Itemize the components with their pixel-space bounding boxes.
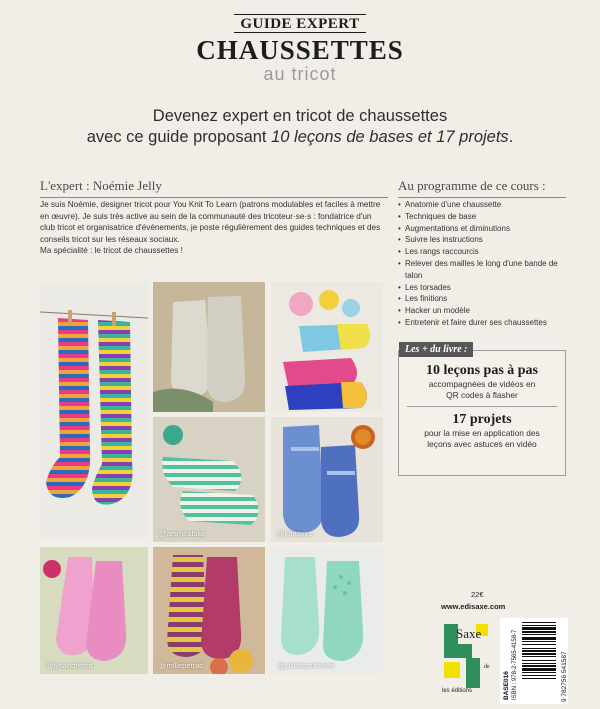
barcode-digits: 9 782756 541587 [561,651,568,702]
feature-lessons-text: accompagnées de vidéos en QR codes à flasher [428,379,536,400]
expert-heading: L'expert : Noémie Jelly [40,178,388,198]
intro-highlight: 10 leçons de bases et 17 projets [271,128,509,146]
barcode-bar [522,656,556,657]
program-item: • Augmentations et diminutions [398,223,566,235]
program-item: • Entretenir et faire durer ses chaussettes [398,317,566,329]
photo-yarn-socks [153,547,265,674]
barcode-bar [522,672,556,673]
colorful-socks-illustration [271,282,383,412]
book-code: BASE016 [503,671,510,700]
barcode-bar [522,678,556,679]
barcode-bar [522,641,556,642]
program-item: • Anatomie d'une chaussette [398,199,566,211]
photo-pink-socks [40,547,148,674]
feature-projects-head: 17 projets [452,412,512,427]
intro-text [0,106,600,148]
yarn-socks-illustration [153,547,265,674]
intro-line-1: Devenez expert en tricot de chaussettes [152,107,448,125]
photo-blue-socks [271,417,383,542]
cover-header [0,14,600,83]
program-item: • Les rangs raccourcis [398,246,566,258]
program-item: • Relever des mailles le long d'une bande de talon [398,258,566,282]
logo-text: Saxe [456,626,482,641]
expert-bio [40,199,388,257]
publisher-logo [440,618,494,694]
features-tag: Les + du livre : [399,342,473,357]
barcode-bar [522,665,556,667]
program-item: • Les torsades [398,282,566,294]
striped-socks-illustration [40,282,148,538]
blue-socks-illustration [271,417,383,542]
photo-credit: @arsmirabilia [159,529,205,538]
green-socks-illustration [153,417,265,542]
intro-line-2-prefix: avec ce guide proposant [86,128,272,146]
program-item: • Techniques de base [398,211,566,223]
isbn: ISBN : 978-2-7565-4158-7 [512,629,518,700]
barcode-bar [522,650,556,652]
logo-de: de [484,664,490,670]
features-divider [407,406,557,407]
barcode-bar [522,648,556,649]
photo-credit: @knitspirit [277,529,313,538]
barcode-bar [522,644,556,645]
book-features-box [398,344,566,476]
barcode-bar [522,634,556,635]
expert-bio-text: Je suis Noémie, designer tricot pour You Knit To Learn (patrons modulables et faciles à mettre en œuvre). Je suis très active au sein de la communauté des tricoteur·se·s : fondatrice d'un club tricot et organisatrice d'événements, je poste régulièrement des guides techniques et des conseils tricot sur les réseaux sociaux. [40,200,381,244]
feature-lessons [399,363,565,401]
feature-projects-text: pour la mise en application des leçons avec astuces en vidéo [424,428,540,449]
photo-green-socks [153,417,265,542]
photo-credit: @lysandrehrd [46,661,93,670]
mint-socks-illustration [271,547,383,674]
expert-specialty: Ma spécialité : le tricot de chaussettes ! [40,246,183,256]
grey-socks-illustration [153,282,265,412]
book-subtitle: au tricot [263,64,337,84]
pink-socks-illustration [40,547,148,674]
program-item: • Hacker un modèle [398,305,566,317]
barcode-bar [522,653,556,655]
program-item: • Les finitions [398,293,566,305]
barcode-bar [522,625,556,626]
feature-lessons-head: 10 leçons pas à pas [425,363,539,378]
publisher-website[interactable]: www.edisaxe.com [441,602,506,611]
barcode-bar [522,660,556,661]
program-item: • Suivre les instructions [398,234,566,246]
program-heading: Au programme de ce cours : [398,178,566,198]
program-list [398,199,566,329]
intro-line-2 [0,127,600,148]
logo-subtext: les éditions [442,688,473,694]
book-title: CHAUSSETTES [196,35,404,65]
intro-line-2-suffix: . [508,128,514,146]
barcode-bar [522,627,556,630]
photo-grey-socks [153,282,265,412]
barcode-bar [522,668,556,671]
barcode-bar [522,675,556,676]
photo-credit: @millepetrac [159,661,203,670]
barcode [500,618,568,704]
barcode-bar [522,663,556,664]
price: 22€ [471,590,484,599]
photo-credit: @juliettemichelet [277,661,335,670]
feature-projects [399,412,565,450]
series-label: GUIDE EXPERT [234,14,365,33]
barcode-bar [522,622,556,623]
barcode-bar [522,637,556,640]
photo-colorful-socks [271,282,383,412]
barcode-block [500,618,568,704]
photo-striped-socks [40,282,148,538]
photo-mint-socks [271,547,383,674]
barcode-bar [522,631,556,633]
